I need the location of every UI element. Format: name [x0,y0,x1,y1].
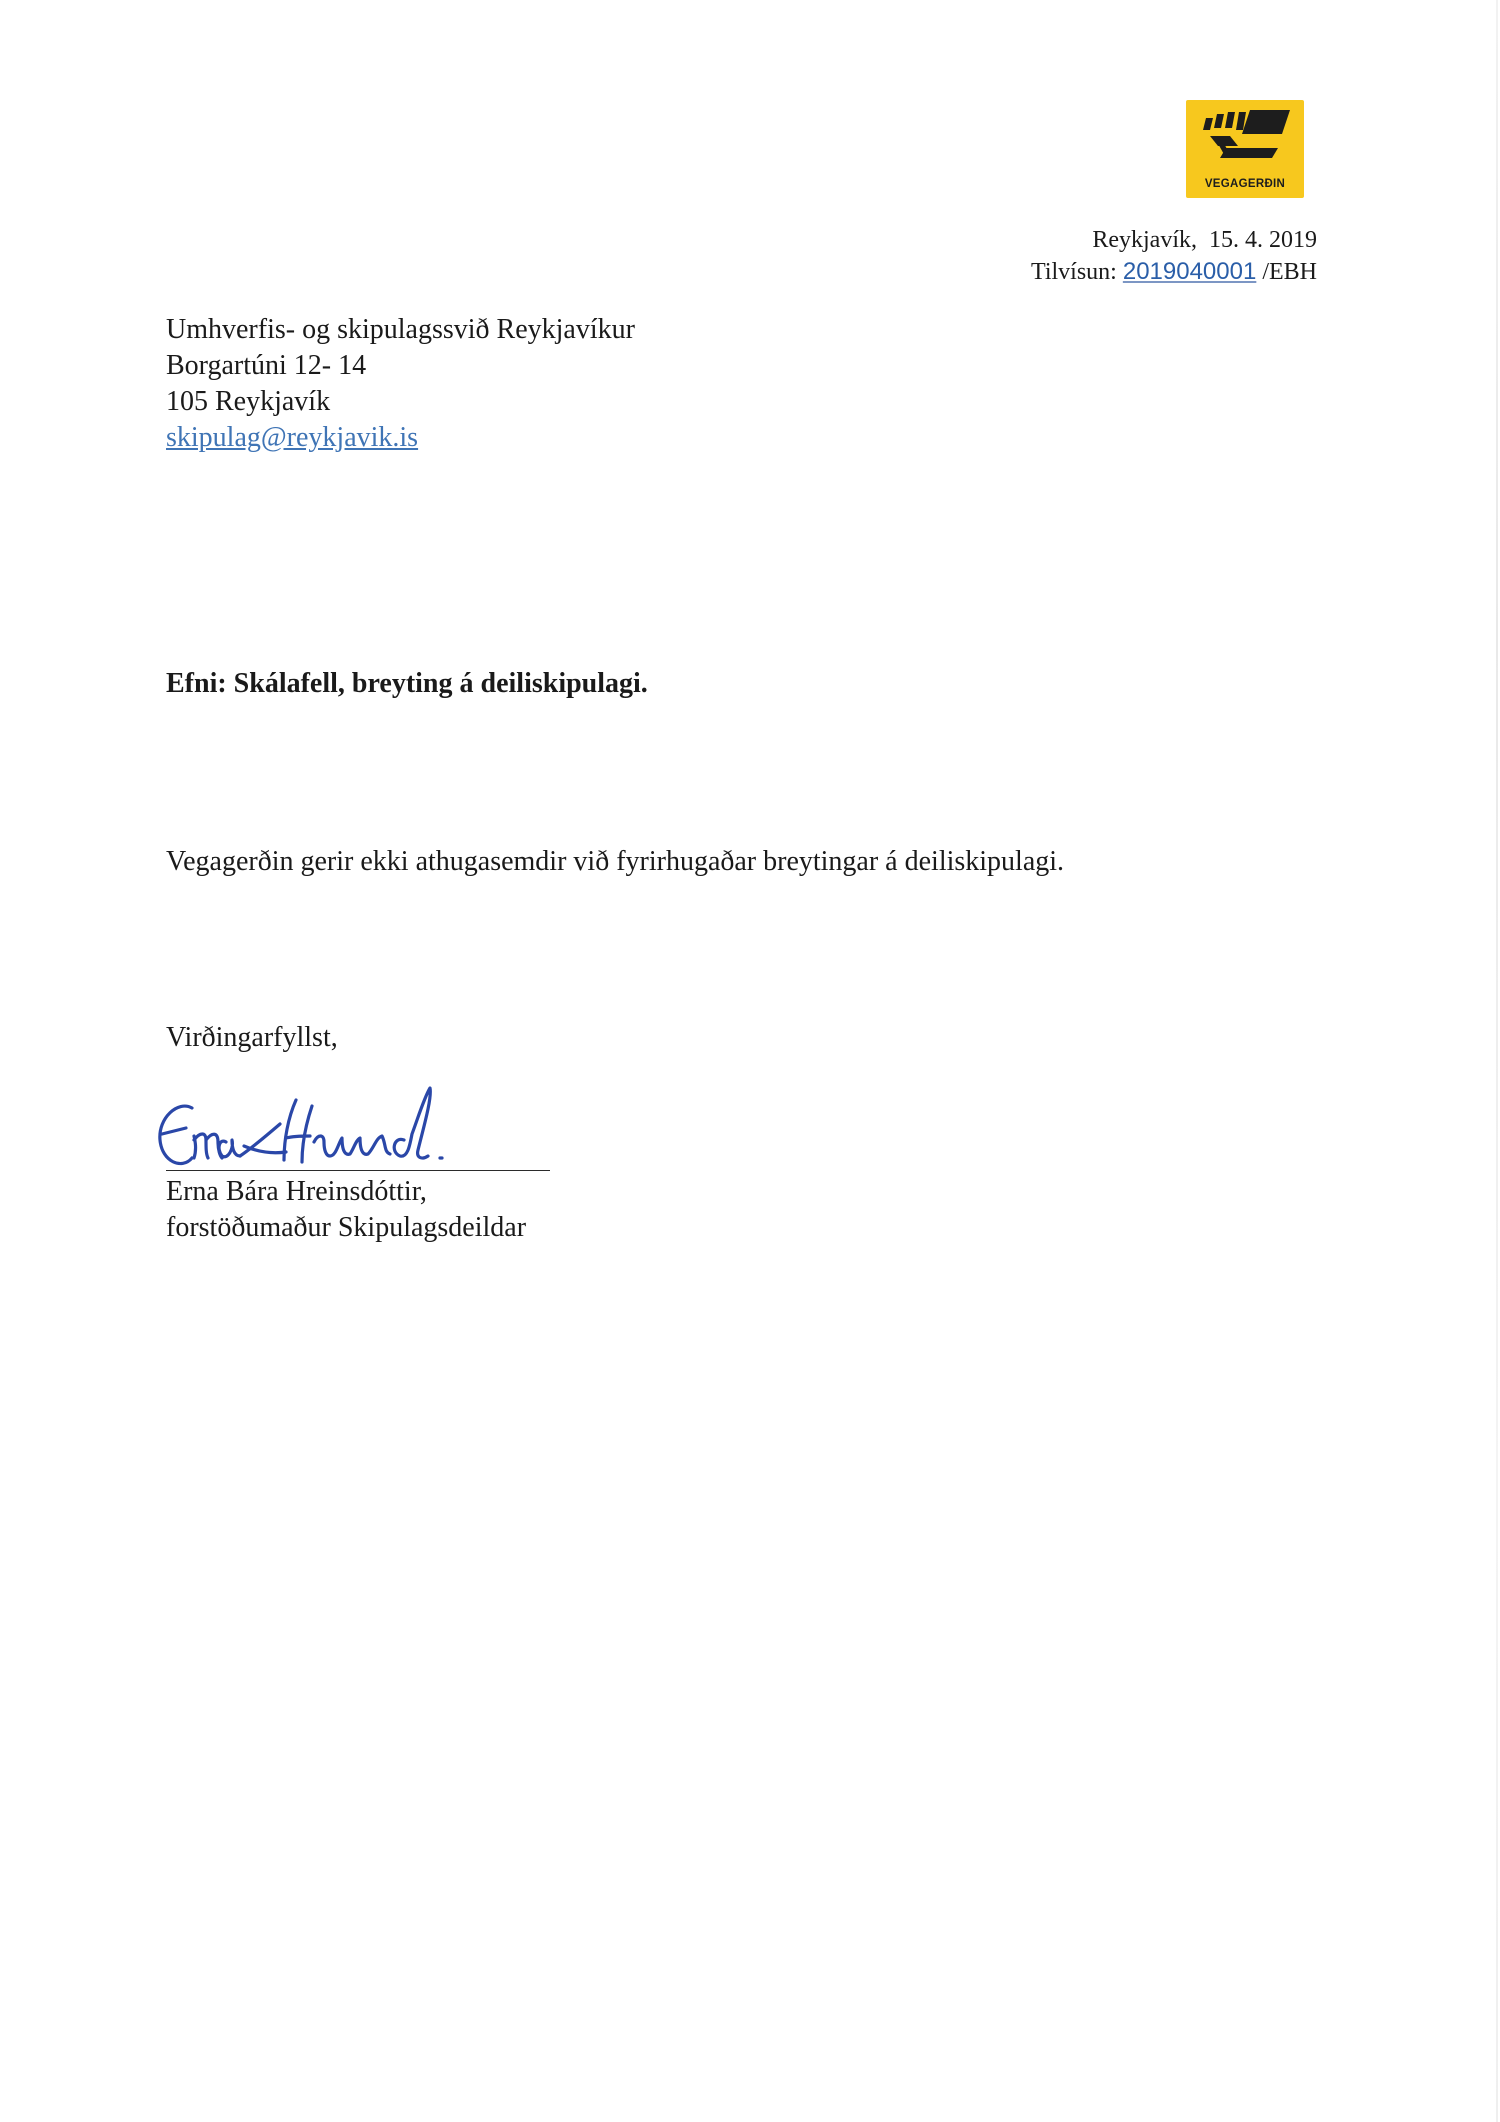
signer-title: forstöðumaður Skipulagsdeildar [166,1212,527,1243]
date-reference-block [1031,224,1317,288]
date-line [1031,224,1317,256]
logo-text: VEGAGERÐIN [1204,178,1286,190]
letter-body: Vegagerðin gerir ekki athugasemdir við fyrirhugaðar breytingar á deiliskipulagi. [166,846,1065,877]
signature-line [166,1170,550,1171]
signer-block [166,1174,526,1246]
letter-closing: Virðingarfyllst, [166,1022,338,1053]
recipient-street: Borgartúni 12- 14 [166,350,367,381]
scan-edge [1496,0,1498,2122]
signer-name: Erna Bára Hreinsdóttir, [166,1176,427,1207]
vegagerdin-logo [1186,100,1304,198]
recipient-address [166,312,635,456]
letter-subject: Efni: Skálafell, breyting á deiliskipulagi. [166,668,648,699]
reference-suffix: /EBH [1262,259,1317,285]
reference-label: Tilvísun: [1031,259,1117,285]
letter-date: 15. 4. 2019 [1209,227,1317,253]
date-city: Reykjavík, [1092,227,1197,253]
handwritten-signature [148,1078,488,1178]
reference-number-link[interactable]: 2019040001 [1122,258,1257,285]
recipient-email-link[interactable]: skipulag@reykjavik.is [166,422,419,453]
recipient-city: 105 Reykjavík [166,386,331,417]
recipient-name: Umhverfis- og skipulagssvið Reykjavíkur [166,314,635,345]
reference-line [1031,256,1317,288]
